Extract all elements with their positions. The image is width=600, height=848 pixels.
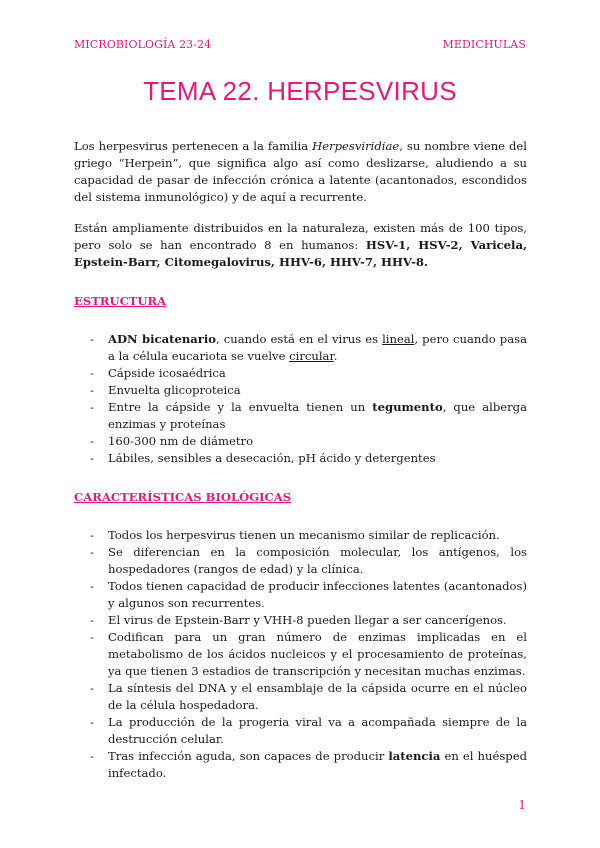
text: , su nombre viene del griego “Herpein”, que significa algo así como deslizarse, aludiendo a su capacidad de pasar de infección crónica a latente (acantonados, escondidos del sistema inmunológico) y de aquí a recurrente. — [74, 139, 527, 204]
list-item: - La síntesis del DNA y el ensamblaje de la cápsida ocurre en el núcleo de la célula hospedadora. — [74, 680, 527, 714]
list-item: - Todos los herpesvirus tienen un mecanismo similar de replicación. — [74, 527, 527, 544]
intro-paragraph-2 — [74, 220, 527, 271]
list-item: - Envuelta glicoproteica — [74, 382, 527, 399]
list-item: - Codifican para un gran número de enzimas implicadas en el metabolismo de los ácidos nucleicos y el procesamiento de proteínas, ya que tienen 3 estadios de transcripción y necesitan muchas enzimas. — [74, 629, 527, 680]
text: Los herpesvirus pertenecen a la familia — [74, 139, 313, 153]
text: . — [333, 349, 338, 363]
text: , pero cuando pasa a la célula eucariota se vuelve — [108, 332, 528, 363]
list-item: - Lábiles, sensibles a desecación, pH ácido y detergentes — [74, 450, 527, 467]
virus-types: HSV-1, HSV-2, Varicela, Epstein-Barr, Citomegalovirus, HHV-6, HHV-7, HHV-8. — [74, 238, 527, 269]
text: Tras infección aguda, son capaces de producir — [108, 749, 389, 763]
list-item: - Cápside icosaédrica — [74, 365, 527, 382]
section-heading-estructura: ESTRUCTURA — [74, 294, 167, 308]
list-item: - La producción de la progeria viral va a acompañada siempre de la destrucción celular. — [74, 714, 527, 748]
caracteristicas-list — [74, 527, 527, 782]
bold-term: ADN bicatenario — [108, 332, 217, 346]
bold-term: tegumento — [372, 400, 443, 414]
underlined-term: lineal — [382, 332, 415, 346]
text: , cuando está en el virus es — [216, 332, 383, 346]
list-item — [74, 331, 527, 365]
page-title: TEMA 22. HERPESVIRUS — [143, 76, 457, 106]
header-course: MICROBIOLOGÍA 23-24 — [74, 38, 212, 51]
section-heading-caracteristicas: CARACTERÍSTICAS BIOLÓGICAS — [74, 490, 292, 504]
list-item — [74, 399, 527, 433]
intro-paragraph-1 — [74, 138, 527, 206]
list-item: - El virus de Epstein-Barr y VHH-8 pueden llegar a ser cancerígenos. — [74, 612, 527, 629]
list-item: - Se diferencian en la composición molecular, los antígenos, los hospedadores (rangos de edad) y la clínica. — [74, 544, 527, 578]
text: , que alberga enzimas y proteínas — [108, 400, 527, 431]
estructura-list — [74, 331, 527, 467]
list-item: - Todos tienen capacidad de producir infecciones latentes (acantonados) y algunos son recurrentes. — [74, 578, 527, 612]
header-brand: MEDICHULAS — [442, 38, 526, 51]
underlined-term: circular — [289, 349, 334, 363]
text: Entre la cápside y la envuelta tienen un — [108, 400, 373, 414]
document-body — [74, 138, 527, 782]
list-item: - 160-300 nm de diámetro — [74, 433, 527, 450]
text: Están ampliamente distribuidos en la naturaleza, existen más de 100 tipos, pero solo se han encontrado 8 en humanos: — [74, 221, 527, 252]
bold-term: latencia — [388, 749, 441, 763]
text: en el huésped infectado. — [108, 749, 527, 780]
list-item — [74, 748, 527, 782]
page-number: 1 — [518, 798, 526, 812]
family-name: Herpesviridiae — [312, 139, 400, 153]
